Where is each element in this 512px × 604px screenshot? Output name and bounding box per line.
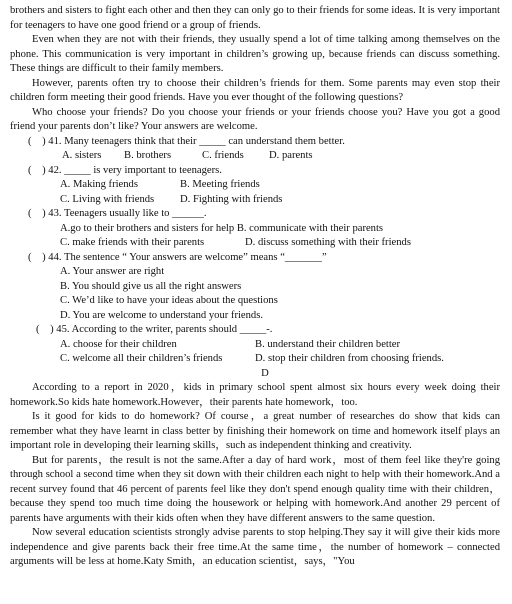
question-45-option-a: A. choose for their children: [60, 338, 177, 350]
passage-c-paragraph-4: Who choose your friends? Do you choose your friends or your friends choose you? Have you got a good friend your parents don’t like? Your answers are welcome.: [10, 106, 500, 132]
question-42-option-a: A. Making friends: [60, 179, 138, 190]
question-45-option-c: C. welcome all their children’s friends: [60, 353, 223, 364]
question-41-option-c: C. friends: [202, 150, 244, 161]
question-43-option-c: C. make friends with their parents: [60, 237, 205, 248]
question-45-options-row-2: [10, 352, 500, 367]
question-41-options: [10, 149, 500, 164]
question-43-option-a-b: A.go to their brothers and sisters for help B. communicate with their parents: [60, 222, 384, 234]
question-42-options-row-1: [10, 178, 500, 193]
question-45-option-b: B. understand their children better: [255, 338, 401, 350]
question-42-option-d: D. Fighting with friends: [180, 193, 283, 205]
question-42-option-c: C. Living with friends: [60, 193, 155, 205]
question-42-option-b: B. Meeting friends: [180, 179, 260, 190]
passage-d-paragraph-2: Is it good for kids to do homework? Of course，a great number of researches do show that kids can remember what they have learnt in class better by finishing their homework on time and homework itself plays an important role in developing their learning skills，such as independent thinking and creativity.: [10, 411, 500, 451]
question-45-option-d: D. stop their children from choosing friends.: [255, 353, 444, 364]
section-label: D: [261, 367, 269, 379]
question-42-stem: ( ) 42. _____ is very important to teenagers.: [28, 164, 222, 176]
question-45-stem: ( ) 45. According to the writer, parents should _____-.: [36, 324, 273, 335]
question-41-stem: ( ) 41. Many teenagers think that their _____ can understand them better.: [28, 135, 345, 147]
question-45-options-row-1: [10, 338, 500, 353]
question-41-option-a: A. sisters: [62, 150, 102, 161]
question-44-stem: ( ) 44. The sentence “ Your answers are welcome” means “_______”: [28, 251, 327, 263]
passage-d-paragraph-4: Now several education scientists strongly advise parents to stop helping.They say it will give their kids more independence and give parents back their free time.At the same time，the number of homework – connected arguments will be less at home.Katy Smith，an education scientist，says，"You: [10, 527, 500, 567]
question-43-option-d: D. discuss something with their friends: [245, 237, 411, 248]
question-43-options-row-2: [10, 236, 500, 251]
question-44-option-a: A. Your answer are right: [60, 266, 165, 277]
question-41-option-b: B. brothers: [124, 150, 172, 161]
passage-c-paragraph-2: Even when they are not with their friends, they usually spend a lot of time talking among themselves on the phone. This communication is very important in children’s growing up, because friends can discuss something. These things are difficult to their family members.: [10, 34, 500, 74]
passage-c-paragraph-1-end: brothers and sisters to fight each other and then they can only go to their friends for some ideas. It is very important for teenagers to have one good friend or a group of friends.: [10, 5, 500, 31]
passage-c-paragraph-3: However, parents often try to choose their children’s friends for them. Some parents may even stop their children form meeting their good friends. Have you ever thought of the following questions?: [10, 77, 500, 103]
question-44-option-d: D. You are welcome to understand your friends.: [60, 309, 264, 321]
question-41-option-d: D. parents: [269, 150, 313, 161]
passage-d-paragraph-3: But for parents，the result is not the same.After a day of hard work，most of them feel like they're going through school a second time when they sit down with their children each night to help with their homework.And a recent survey found that 46 percent of parents feel like they don't spend enough quality time with their children，because they spend too much time doing the housework or helping with homework.And another 29 percent of parents have arguments with their kids often when they have different answers to the same question.: [10, 454, 500, 524]
passage-d-paragraph-1: According to a report in 2020，kids in primary school spent almost six hours every week doing their homework.So kids hate homework.However，their parents hate homework，too.: [10, 382, 500, 408]
question-42-options-row-2: [10, 193, 500, 208]
question-44-option-b: B. You should give us all the right answers: [60, 280, 242, 292]
question-43-stem: ( ) 43. Teenagers usually like to ______.: [28, 208, 207, 219]
question-44-option-c: C. We’d like to have your ideas about the questions: [60, 295, 278, 306]
